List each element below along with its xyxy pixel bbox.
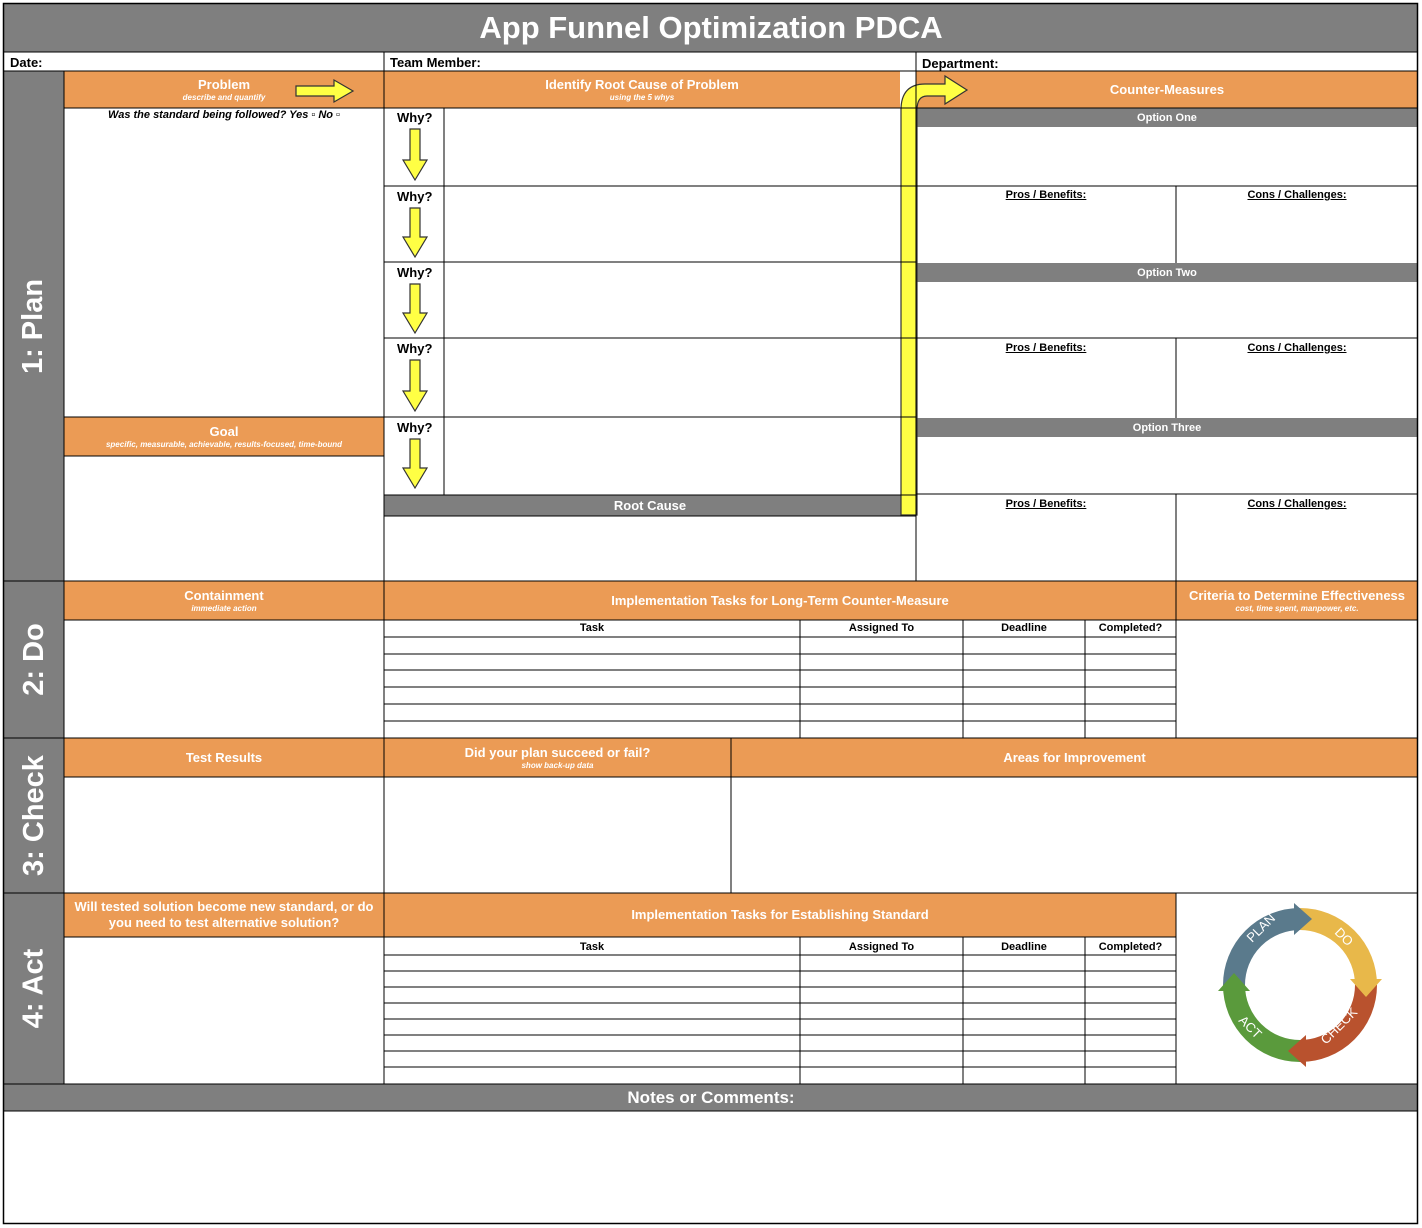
cycle-act-label: ACT <box>1235 1012 1265 1042</box>
act-col-task: Task <box>579 941 605 953</box>
establish-tasks-header: Implementation Tasks for Establishing Standard <box>384 893 1176 937</box>
cons-label-1: Cons / Challenges: <box>1247 189 1347 201</box>
pdca-cycle-graphic <box>1208 893 1392 1077</box>
test-results-header: Test Results <box>64 738 384 777</box>
pros-label-2: Pros / Benefits: <box>1005 342 1087 354</box>
succeed-title: Did your plan succeed or fail? <box>464 744 651 760</box>
cons-label-3: Cons / Challenges: <box>1247 498 1347 510</box>
root-cause-subtitle: using the 5 whys <box>609 92 675 102</box>
act-col-assigned: Assigned To <box>848 941 915 953</box>
long-term-tasks-header: Implementation Tasks for Long-Term Counter-Measure <box>384 581 1176 620</box>
down-arrow-icon <box>401 283 429 335</box>
pros-label-3: Pros / Benefits: <box>1005 498 1087 510</box>
cycle-plan-label: PLAN <box>1243 910 1279 946</box>
department-field[interactable]: Department: <box>922 56 999 71</box>
notes-header: Notes or Comments: <box>4 1084 1418 1111</box>
succeed-header <box>384 738 731 777</box>
do-col-deadline: Deadline <box>1001 622 1047 634</box>
act-question-header: Will tested solution become new standard, or do you need to test alternative solution? <box>64 893 384 937</box>
why-label-5: Why? <box>397 420 433 435</box>
containment-header <box>64 581 384 620</box>
problem-subtitle: describe and quantify <box>182 92 266 102</box>
down-arrow-icon <box>401 359 429 413</box>
why-label-4: Why? <box>397 341 433 356</box>
down-arrow-icon <box>401 207 429 259</box>
cycle-check-label: CHECK <box>1317 1004 1361 1048</box>
page-title: App Funnel Optimization PDCA <box>4 4 1418 52</box>
option-two-bar: Option Two <box>916 263 1418 282</box>
why-label-1: Why? <box>397 110 433 125</box>
root-cause-title: Identify Root Cause of Problem <box>545 76 739 92</box>
cons-label-2: Cons / Challenges: <box>1247 342 1347 354</box>
phase-plan-label: 1: Plan <box>4 71 64 581</box>
pros-label-1: Pros / Benefits: <box>1005 189 1087 201</box>
areas-improvement-header: Areas for Improvement <box>731 738 1418 777</box>
act-col-deadline: Deadline <box>1001 941 1047 953</box>
do-col-task: Task <box>579 622 605 634</box>
notes-area[interactable] <box>4 1111 1418 1224</box>
phase-act-label: 4: Act <box>4 893 64 1084</box>
counter-measures-header: Counter-Measures <box>916 71 1418 108</box>
phase-do-label: 2: Do <box>4 581 64 738</box>
team-member-field[interactable]: Team Member: <box>390 55 481 70</box>
cycle-do-label: DO <box>1331 924 1357 949</box>
root-cause-bar: Root Cause <box>384 495 916 516</box>
goal-subtitle: specific, measurable, achievable, results-focused, time-bound <box>105 439 343 449</box>
why-label-3: Why? <box>397 265 433 280</box>
phase-check-label: 3: Check <box>4 738 64 893</box>
act-col-completed: Completed? <box>1098 941 1163 953</box>
date-field[interactable]: Date: <box>10 55 43 70</box>
standard-question: Was the standard being followed? Yes ▫ No ▫ <box>108 109 340 121</box>
criteria-title: Criteria to Determine Effectiveness <box>1188 587 1406 603</box>
root-cause-header <box>384 71 900 108</box>
criteria-subtitle: cost, time spent, manpower, etc. <box>1235 603 1359 613</box>
succeed-subtitle: show back-up data <box>521 760 594 770</box>
why-label-2: Why? <box>397 189 433 204</box>
containment-subtitle: immediate action <box>191 603 257 613</box>
criteria-header <box>1176 581 1418 620</box>
right-arrow-icon <box>294 78 356 104</box>
do-col-assigned: Assigned To <box>848 622 915 634</box>
goal-title: Goal <box>209 423 239 439</box>
down-arrow-icon <box>401 438 429 490</box>
option-one-bar: Option One <box>916 108 1418 127</box>
down-arrow-icon <box>401 128 429 182</box>
do-col-completed: Completed? <box>1098 622 1163 634</box>
problem-title: Problem <box>197 76 250 92</box>
bent-arrow-icon <box>895 74 971 518</box>
option-three-bar: Option Three <box>916 418 1418 437</box>
goal-header <box>64 417 384 456</box>
containment-title: Containment <box>184 587 264 603</box>
